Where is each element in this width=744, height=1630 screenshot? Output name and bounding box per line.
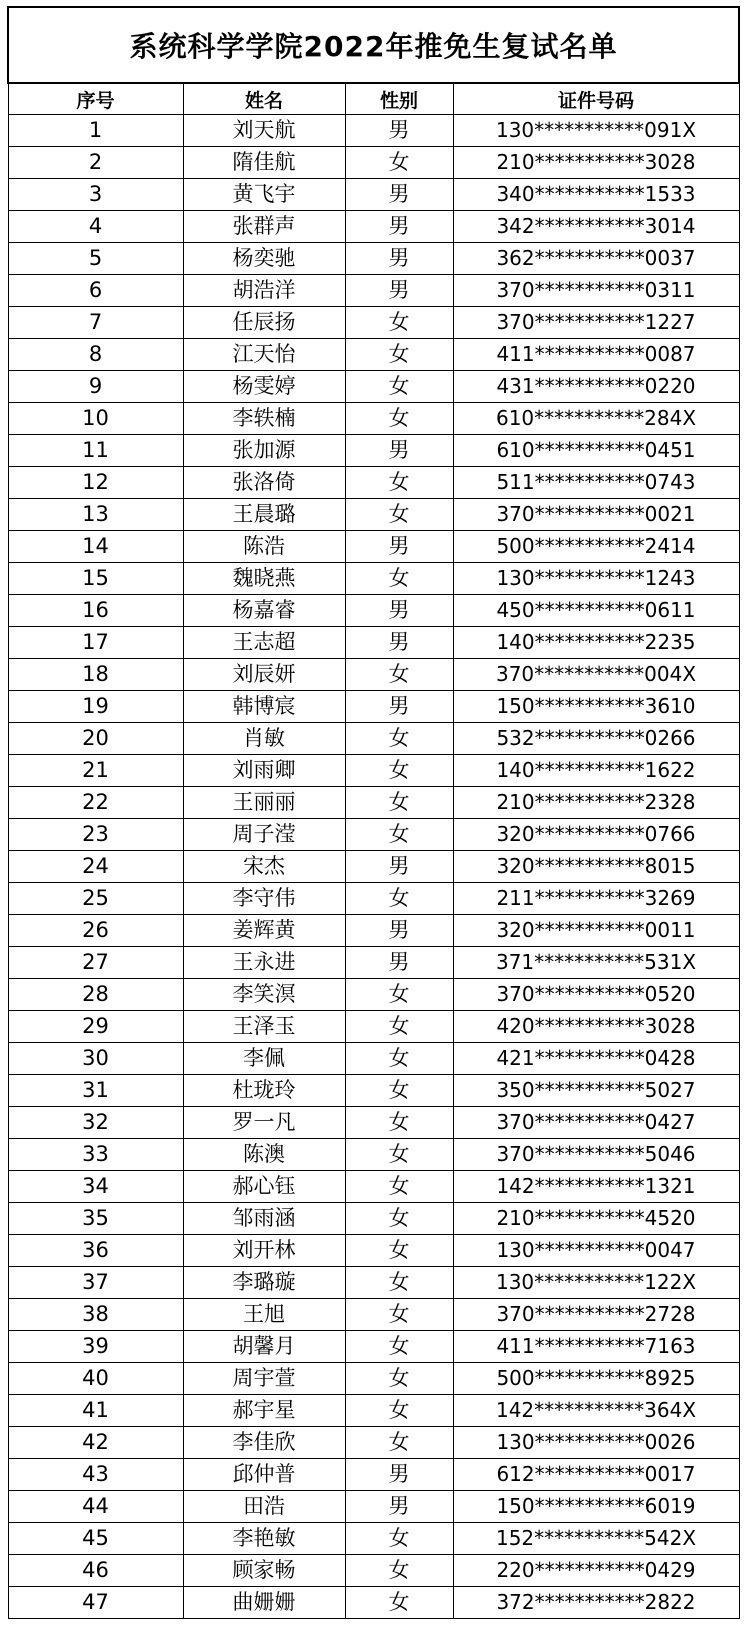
cell-name: 李轶楠 (183, 403, 345, 435)
cell-id-number: 610***********0451 (453, 435, 739, 467)
table-body (8, 115, 739, 1619)
cell-name: 李笑溟 (183, 979, 345, 1011)
cell-gender: 女 (345, 1107, 453, 1139)
cell-id-number: 140***********2235 (453, 627, 739, 659)
table-row (8, 1587, 739, 1619)
cell-index: 23 (8, 819, 183, 851)
cell-gender: 女 (345, 883, 453, 915)
cell-id-number: 370***********2728 (453, 1299, 739, 1331)
table-row (8, 371, 739, 403)
cell-name: 黄飞宇 (183, 179, 345, 211)
cell-gender: 女 (345, 371, 453, 403)
cell-name: 刘雨卿 (183, 755, 345, 787)
cell-index: 5 (8, 243, 183, 275)
cell-name: 周子滢 (183, 819, 345, 851)
cell-index: 30 (8, 1043, 183, 1075)
cell-gender: 女 (345, 1587, 453, 1619)
cell-id-number: 320***********0011 (453, 915, 739, 947)
cell-index: 19 (8, 691, 183, 723)
cell-index: 11 (8, 435, 183, 467)
cell-gender: 女 (345, 339, 453, 371)
cell-index: 15 (8, 563, 183, 595)
cell-index: 12 (8, 467, 183, 499)
cell-index: 17 (8, 627, 183, 659)
cell-id-number: 210***********2328 (453, 787, 739, 819)
table-row (8, 883, 739, 915)
table-row (8, 499, 739, 531)
cell-name: 王晨璐 (183, 499, 345, 531)
table-row (8, 787, 739, 819)
cell-name: 杜珑玲 (183, 1075, 345, 1107)
cell-id-number: 130***********1243 (453, 563, 739, 595)
cell-name: 邱仲普 (183, 1459, 345, 1491)
cell-gender: 女 (345, 1299, 453, 1331)
cell-name: 王旭 (183, 1299, 345, 1331)
cell-gender: 女 (345, 1523, 453, 1555)
table-row (8, 595, 739, 627)
cell-gender: 女 (345, 147, 453, 179)
cell-id-number: 211***********3269 (453, 883, 739, 915)
cell-name: 曲姗姗 (183, 1587, 345, 1619)
cell-index: 2 (8, 147, 183, 179)
cell-name: 杨雯婷 (183, 371, 345, 403)
cell-id-number: 370***********0427 (453, 1107, 739, 1139)
cell-name: 李艳敏 (183, 1523, 345, 1555)
cell-id-number: 370***********1227 (453, 307, 739, 339)
cell-id-number: 362***********0037 (453, 243, 739, 275)
cell-name: 杨奕驰 (183, 243, 345, 275)
table-row (8, 979, 739, 1011)
cell-name: 胡浩洋 (183, 275, 345, 307)
cell-gender: 男 (345, 691, 453, 723)
cell-index: 47 (8, 1587, 183, 1619)
cell-index: 6 (8, 275, 183, 307)
cell-index: 22 (8, 787, 183, 819)
table-row (8, 819, 739, 851)
table-row (8, 531, 739, 563)
cell-id-number: 130***********122X (453, 1267, 739, 1299)
cell-gender: 男 (345, 627, 453, 659)
cell-id-number: 152***********542X (453, 1523, 739, 1555)
cell-gender: 男 (345, 275, 453, 307)
table-row (8, 179, 739, 211)
cell-name: 郝心钰 (183, 1171, 345, 1203)
cell-gender: 女 (345, 1427, 453, 1459)
table-row (8, 275, 739, 307)
cell-gender: 女 (345, 819, 453, 851)
cell-gender: 男 (345, 115, 453, 147)
table-row (8, 563, 739, 595)
table-row (8, 115, 739, 147)
cell-name: 李璐璇 (183, 1267, 345, 1299)
cell-name: 王泽玉 (183, 1011, 345, 1043)
cell-gender: 女 (345, 1267, 453, 1299)
table-row (8, 627, 739, 659)
cell-id-number: 370***********5046 (453, 1139, 739, 1171)
cell-gender: 女 (345, 659, 453, 691)
cell-id-number: 130***********0026 (453, 1427, 739, 1459)
table-row (8, 1523, 739, 1555)
cell-gender: 男 (345, 243, 453, 275)
cell-index: 9 (8, 371, 183, 403)
cell-index: 40 (8, 1363, 183, 1395)
cell-id-number: 370***********0311 (453, 275, 739, 307)
cell-id-number: 150***********3610 (453, 691, 739, 723)
cell-index: 38 (8, 1299, 183, 1331)
table-row (8, 1555, 739, 1587)
cell-index: 32 (8, 1107, 183, 1139)
cell-name: 李守伟 (183, 883, 345, 915)
cell-gender: 男 (345, 915, 453, 947)
cell-name: 杨嘉睿 (183, 595, 345, 627)
table-row (8, 1459, 739, 1491)
cell-name: 刘辰妍 (183, 659, 345, 691)
cell-id-number: 140***********1622 (453, 755, 739, 787)
cell-index: 37 (8, 1267, 183, 1299)
cell-index: 3 (8, 179, 183, 211)
cell-gender: 女 (345, 979, 453, 1011)
cell-name: 田浩 (183, 1491, 345, 1523)
table-row (8, 243, 739, 275)
table-row (8, 755, 739, 787)
cell-name: 张洛倚 (183, 467, 345, 499)
cell-name: 宋杰 (183, 851, 345, 883)
table-row (8, 1235, 739, 1267)
cell-gender: 女 (345, 1075, 453, 1107)
table-row (8, 1331, 739, 1363)
cell-gender: 女 (345, 1395, 453, 1427)
spreadsheet (7, 6, 738, 1619)
table-row (8, 1395, 739, 1427)
cell-index: 27 (8, 947, 183, 979)
cell-name: 任辰扬 (183, 307, 345, 339)
table-row (8, 691, 739, 723)
cell-name: 姜辉黄 (183, 915, 345, 947)
cell-name: 江天怡 (183, 339, 345, 371)
cell-id-number: 370***********004X (453, 659, 739, 691)
cell-gender: 女 (345, 1331, 453, 1363)
table-row (8, 1107, 739, 1139)
table-row (8, 915, 739, 947)
cell-id-number: 612***********0017 (453, 1459, 739, 1491)
cell-index: 20 (8, 723, 183, 755)
cell-index: 41 (8, 1395, 183, 1427)
cell-gender: 女 (345, 1139, 453, 1171)
cell-index: 13 (8, 499, 183, 531)
cell-index: 16 (8, 595, 183, 627)
cell-id-number: 150***********6019 (453, 1491, 739, 1523)
cell-id-number: 340***********1533 (453, 179, 739, 211)
cell-gender: 女 (345, 307, 453, 339)
cell-gender: 女 (345, 1171, 453, 1203)
cell-id-number: 320***********8015 (453, 851, 739, 883)
cell-name: 隋佳航 (183, 147, 345, 179)
cell-name: 郝宇星 (183, 1395, 345, 1427)
cell-id-number: 220***********0429 (453, 1555, 739, 1587)
cell-id-number: 532***********0266 (453, 723, 739, 755)
table-row (8, 659, 739, 691)
cell-id-number: 500***********8925 (453, 1363, 739, 1395)
cell-index: 34 (8, 1171, 183, 1203)
header-gender: 性别 (345, 83, 453, 115)
cell-id-number: 411***********0087 (453, 339, 739, 371)
cell-index: 24 (8, 851, 183, 883)
cell-gender: 女 (345, 755, 453, 787)
cell-index: 43 (8, 1459, 183, 1491)
cell-name: 王志超 (183, 627, 345, 659)
table-row (8, 1299, 739, 1331)
table-row (8, 339, 739, 371)
cell-gender: 女 (345, 1203, 453, 1235)
cell-name: 刘天航 (183, 115, 345, 147)
cell-index: 35 (8, 1203, 183, 1235)
cell-gender: 女 (345, 467, 453, 499)
cell-id-number: 130***********0047 (453, 1235, 739, 1267)
cell-name: 顾家畅 (183, 1555, 345, 1587)
cell-gender: 男 (345, 595, 453, 627)
cell-gender: 男 (345, 531, 453, 563)
cell-index: 14 (8, 531, 183, 563)
table-row (8, 947, 739, 979)
cell-gender: 女 (345, 1235, 453, 1267)
cell-id-number: 370***********0520 (453, 979, 739, 1011)
cell-name: 胡馨月 (183, 1331, 345, 1363)
cell-index: 42 (8, 1427, 183, 1459)
cell-id-number: 421***********0428 (453, 1043, 739, 1075)
cell-gender: 男 (345, 947, 453, 979)
cell-index: 29 (8, 1011, 183, 1043)
table-row (8, 307, 739, 339)
cell-id-number: 142***********1321 (453, 1171, 739, 1203)
table-row (8, 1363, 739, 1395)
cell-name: 刘开林 (183, 1235, 345, 1267)
cell-id-number: 450***********0611 (453, 595, 739, 627)
cell-gender: 男 (345, 1491, 453, 1523)
cell-id-number: 411***********7163 (453, 1331, 739, 1363)
table-row (8, 1171, 739, 1203)
table-row (8, 723, 739, 755)
cell-gender: 女 (345, 499, 453, 531)
cell-index: 21 (8, 755, 183, 787)
table-row (8, 211, 739, 243)
cell-name: 王丽丽 (183, 787, 345, 819)
cell-id-number: 342***********3014 (453, 211, 739, 243)
table-row (8, 1075, 739, 1107)
cell-name: 陈澳 (183, 1139, 345, 1171)
table-row (8, 435, 739, 467)
cell-index: 18 (8, 659, 183, 691)
cell-index: 8 (8, 339, 183, 371)
cell-gender: 女 (345, 787, 453, 819)
table-row (8, 851, 739, 883)
cell-id-number: 130***********091X (453, 115, 739, 147)
cell-gender: 女 (345, 1363, 453, 1395)
cell-gender: 女 (345, 403, 453, 435)
cell-id-number: 210***********3028 (453, 147, 739, 179)
cell-gender: 男 (345, 179, 453, 211)
cell-id-number: 431***********0220 (453, 371, 739, 403)
cell-gender: 男 (345, 851, 453, 883)
cell-index: 45 (8, 1523, 183, 1555)
cell-name: 李佩 (183, 1043, 345, 1075)
cell-name: 肖敏 (183, 723, 345, 755)
cell-index: 25 (8, 883, 183, 915)
table-row (8, 1427, 739, 1459)
cell-id-number: 371***********531X (453, 947, 739, 979)
table-row (8, 1043, 739, 1075)
cell-id-number: 142***********364X (453, 1395, 739, 1427)
cell-name: 李佳欣 (183, 1427, 345, 1459)
cell-index: 10 (8, 403, 183, 435)
cell-name: 王永进 (183, 947, 345, 979)
cell-index: 39 (8, 1331, 183, 1363)
cell-gender: 女 (345, 1555, 453, 1587)
table-row (8, 1139, 739, 1171)
cell-id-number: 370***********0021 (453, 499, 739, 531)
cell-index: 46 (8, 1555, 183, 1587)
header-name: 姓名 (183, 83, 345, 115)
header-index: 序号 (8, 83, 183, 115)
cell-gender: 女 (345, 563, 453, 595)
table-row (8, 1011, 739, 1043)
cell-gender: 男 (345, 435, 453, 467)
table-row (8, 403, 739, 435)
header-id-number: 证件号码 (453, 83, 739, 115)
cell-index: 4 (8, 211, 183, 243)
cell-name: 周宇萱 (183, 1363, 345, 1395)
cell-index: 36 (8, 1235, 183, 1267)
cell-index: 31 (8, 1075, 183, 1107)
cell-gender: 男 (345, 1459, 453, 1491)
cell-index: 7 (8, 307, 183, 339)
cell-index: 44 (8, 1491, 183, 1523)
candidate-table (7, 6, 740, 1619)
cell-index: 33 (8, 1139, 183, 1171)
cell-name: 罗一凡 (183, 1107, 345, 1139)
cell-index: 1 (8, 115, 183, 147)
cell-index: 28 (8, 979, 183, 1011)
cell-name: 邹雨涵 (183, 1203, 345, 1235)
table-row (8, 1203, 739, 1235)
cell-id-number: 350***********5027 (453, 1075, 739, 1107)
table-row (8, 147, 739, 179)
cell-id-number: 511***********0743 (453, 467, 739, 499)
cell-name: 张加源 (183, 435, 345, 467)
cell-gender: 男 (345, 211, 453, 243)
cell-id-number: 210***********4520 (453, 1203, 739, 1235)
cell-gender: 女 (345, 723, 453, 755)
cell-name: 陈浩 (183, 531, 345, 563)
cell-id-number: 610***********284X (453, 403, 739, 435)
table-row (8, 467, 739, 499)
cell-name: 韩博宸 (183, 691, 345, 723)
page-title: 系统科学学院2022年推免生复试名单 (8, 7, 739, 83)
cell-gender: 女 (345, 1043, 453, 1075)
table-row (8, 1267, 739, 1299)
cell-id-number: 372***********2822 (453, 1587, 739, 1619)
cell-id-number: 420***********3028 (453, 1011, 739, 1043)
cell-index: 26 (8, 915, 183, 947)
cell-id-number: 320***********0766 (453, 819, 739, 851)
cell-name: 魏晓燕 (183, 563, 345, 595)
cell-id-number: 500***********2414 (453, 531, 739, 563)
cell-gender: 女 (345, 1011, 453, 1043)
cell-name: 张群声 (183, 211, 345, 243)
table-row (8, 1491, 739, 1523)
